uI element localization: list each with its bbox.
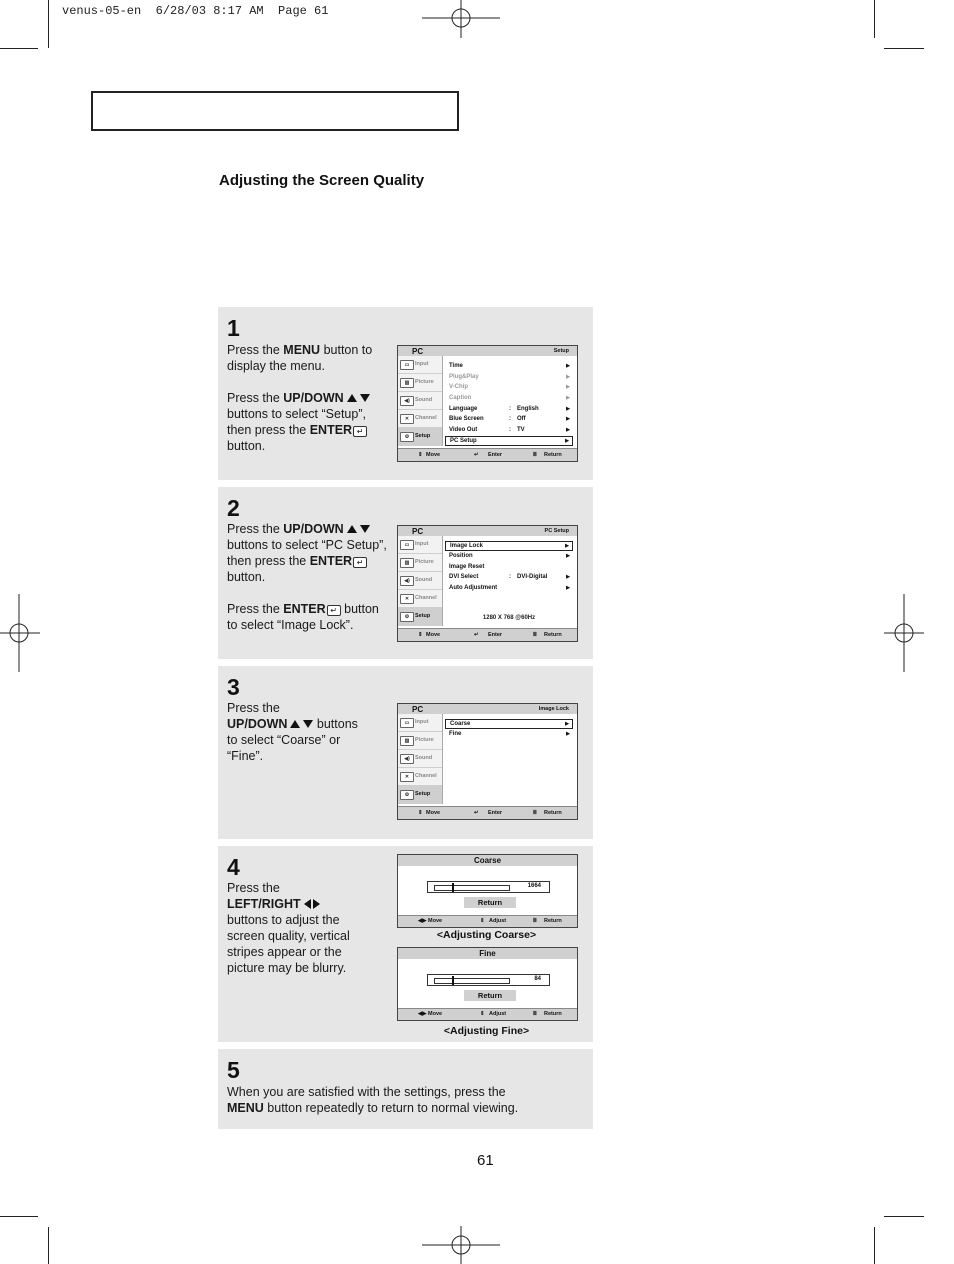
osd-menu-list [445,541,573,594]
arrow-right-icon: ▶ [566,384,570,391]
fine-slider [427,974,550,986]
enter-icon: ↵ [353,426,367,437]
picture-icon: ▥ [400,378,414,388]
osd-menu-item: Video Out : TV ▶ [445,425,573,436]
setup-icon: ⚙ [400,432,414,442]
arrow-right-icon: ▶ [565,437,569,444]
printer-slug: venus-05-en 6/28/03 8:17 AM Page 61 [62,4,329,18]
step-number: 3 [227,674,240,700]
crop-mark [884,1216,924,1217]
arrow-right-icon: ▶ [566,373,570,380]
arrow-right-icon: ▶ [565,721,569,727]
crop-mark [48,0,49,48]
osd-sidebar [398,356,443,446]
input-icon: ▭ [400,360,414,370]
osd-pc-setup-menu [397,525,578,642]
osd-sidebar-item-setup: ⚙ Setup [398,786,442,804]
coarse-adjust-box [397,854,578,928]
return-icon: Ⅲ [533,810,537,816]
osd-source-label: PC [412,527,424,536]
osd-menu-item: V-Chip ▶ [445,382,573,393]
coarse-value: 1664 [527,883,541,889]
osd-sidebar-item-channel: ✕ Channel [398,410,442,428]
osd-breadcrumb: Image Lock [538,706,569,712]
arrow-right-icon: ▶ [565,543,569,549]
step-2-panel [218,487,593,659]
osd-menu-list [445,361,573,446]
registration-mark-icon [422,0,500,40]
osd-footer: ⇕ Move ↵ Enter Ⅲ Return [398,448,577,461]
step-5-panel [218,1049,593,1129]
picture-icon: ▥ [400,736,414,746]
setup-icon: ⚙ [400,790,414,800]
arrow-right-icon: ▶ [566,416,570,423]
step-number: 2 [227,495,240,521]
enter-icon: ↵ [474,810,479,816]
speaker-icon: ◀) [400,396,414,406]
fine-adjust-box [397,947,578,1021]
osd-sidebar-item-input: ▭ Input [398,536,442,554]
registration-mark-icon [422,1226,500,1264]
coarse-caption: <Adjusting Coarse> [436,929,537,941]
step-3-panel [218,666,593,839]
arrow-right-icon: ▶ [566,363,570,369]
osd-menu-item: Time ▶ [445,361,573,372]
antenna-icon: ✕ [400,772,414,782]
crop-mark [0,1216,38,1217]
osd-resolution: 1280 X 768 @60Hz [482,615,536,621]
osd-menu-list [445,719,573,740]
arrow-right-icon: ▶ [566,731,570,737]
arrow-right-icon: ▶ [566,574,570,581]
antenna-icon: ✕ [400,414,414,424]
return-button: Return [464,897,516,908]
osd-sidebar-item-picture: ▥ Picture [398,554,442,572]
osd-menu-item: Position ▶ [445,551,573,562]
osd-sidebar [398,536,443,626]
osd-sidebar-item-input: ▭ Input [398,356,442,374]
move-icon: ⇕ [480,1011,485,1017]
crop-mark [874,1227,875,1264]
osd-menu-item: Image Reset [449,563,485,570]
down-arrow-icon [303,720,313,728]
osd-menu-item: DVI Select : DVI-Digital ▶ [445,572,573,583]
arrow-right-icon: ▶ [566,553,570,559]
return-icon: Ⅲ [533,632,537,638]
osd-breadcrumb: Setup [553,348,569,354]
slider-knob [452,883,454,892]
osd-menu-item-selected: Image Lock ▶ [445,541,573,551]
osd-menu-item: Plug&Play ▶ [445,372,573,383]
arrow-right-icon: ▶ [566,405,570,412]
return-icon: Ⅲ [533,452,537,458]
adjust-footer: ◀▶ Move ⇕ Adjust Ⅲ Return [398,1008,577,1020]
osd-footer: ⇕ Move ↵ Enter Ⅲ Return [398,628,577,641]
arrow-right-icon: ▶ [566,427,570,434]
section-title: Adjusting the Screen Quality [219,172,425,189]
osd-sidebar-item-sound: ◀) Sound [398,572,442,590]
osd-sidebar-item-sound: ◀) Sound [398,750,442,768]
chapter-header-box [91,91,459,131]
osd-menu-item: Auto Adjustment ▶ [445,583,573,594]
enter-icon: ↵ [353,557,367,568]
move-icon: ⇕ [418,810,423,816]
down-arrow-icon [360,525,370,533]
step-4-panel [218,846,593,1042]
fine-caption: <Adjusting Fine> [443,1025,530,1037]
osd-sidebar-item-input: ▭ Input [398,714,442,732]
adjust-footer: ◀▶ Move ⇕ Adjust Ⅲ Return [398,915,577,927]
osd-menu-item-selected: Coarse ▶ [445,719,573,729]
crop-mark [884,48,924,49]
left-arrow-icon [304,899,311,909]
up-arrow-icon [347,525,357,533]
input-icon: ▭ [400,540,414,550]
right-arrow-icon [313,899,320,909]
osd-source-label: PC [412,347,424,356]
osd-menu-item-selected: PC Setup ▶ [445,436,573,446]
up-arrow-icon [347,394,357,402]
move-icon: ⇕ [418,632,423,638]
osd-sidebar-item-channel: ✕ Channel [398,768,442,786]
step-number: 4 [227,854,240,880]
down-arrow-icon [360,394,370,402]
arrow-right-icon: ▶ [566,585,570,592]
antenna-icon: ✕ [400,594,414,604]
osd-breadcrumb: PC Setup [544,528,569,534]
slider-knob [452,976,454,985]
return-icon: Ⅲ [533,1011,537,1017]
step-4-text: Press the LEFT/RIGHT buttons to adjust the screen quality, vertical stripes appear or the picture may be blurry. [227,881,350,975]
left-right-icon: ◀▶ [418,1011,427,1017]
osd-menu-item: Fine ▶ [445,729,573,740]
crop-mark [48,1227,49,1264]
osd-sidebar-item-picture: ▥ Picture [398,374,442,392]
registration-mark-icon [884,594,924,672]
step-5-text: When you are satisfied with the settings, press the MENU button repeatedly to return to normal viewing. [227,1085,519,1115]
osd-setup-menu [397,345,578,462]
return-button: Return [464,990,516,1001]
fine-value: 84 [534,976,541,982]
up-arrow-icon [290,720,300,728]
coarse-slider [427,881,550,893]
crop-mark [874,0,875,38]
setup-icon: ⚙ [400,612,414,622]
arrow-right-icon: ▶ [566,395,570,402]
move-icon: ⇕ [480,918,485,924]
picture-icon: ▥ [400,558,414,568]
return-icon: Ⅲ [533,918,537,924]
enter-icon: ↵ [474,452,479,458]
adjust-title: Fine [398,948,577,959]
registration-mark-icon [0,594,40,672]
left-right-icon: ◀▶ [418,918,427,924]
move-icon: ⇕ [418,452,423,458]
osd-menu-item: Caption ▶ [445,393,573,404]
enter-icon: ↵ [474,632,479,638]
step-2-text: Press the UP/DOWN buttons to select “PC Setup”, then press the ENTER ↵ button. Press the ENTER ↵ button to select “Image Lock”. [227,522,387,632]
speaker-icon: ◀) [400,754,414,764]
speaker-icon: ◀) [400,576,414,586]
osd-sidebar-item-setup: ⚙ Setup [398,428,442,446]
step-1-panel [218,307,593,480]
step-1-text: Press the MENU button to display the menu. Press the UP/DOWN buttons to select “Setup”, then press the ENTER ↵ button. [227,343,373,453]
osd-source-label: PC [412,705,424,714]
osd-sidebar-item-channel: ✕ Channel [398,590,442,608]
step-3-text: Press the UP/DOWN buttons to select “Coarse” or “Fine”. [227,701,358,763]
osd-footer: ⇕ Move ↵ Enter Ⅲ Return [398,806,577,819]
osd-image-lock-menu [397,703,578,820]
enter-icon: ↵ [327,605,341,616]
step-number: 1 [227,315,240,341]
osd-sidebar-item-setup: ⚙ Setup [398,608,442,626]
page-number: 61 [477,1152,494,1169]
adjust-title: Coarse [398,855,577,866]
crop-mark [0,48,38,49]
osd-menu-item: Blue Screen : Off ▶ [445,414,573,425]
osd-sidebar [398,714,443,804]
osd-menu-item: Language : English ▶ [445,404,573,415]
step-number: 5 [227,1057,240,1083]
osd-sidebar-item-sound: ◀) Sound [398,392,442,410]
input-icon: ▭ [400,718,414,728]
osd-sidebar-item-picture: ▥ Picture [398,732,442,750]
